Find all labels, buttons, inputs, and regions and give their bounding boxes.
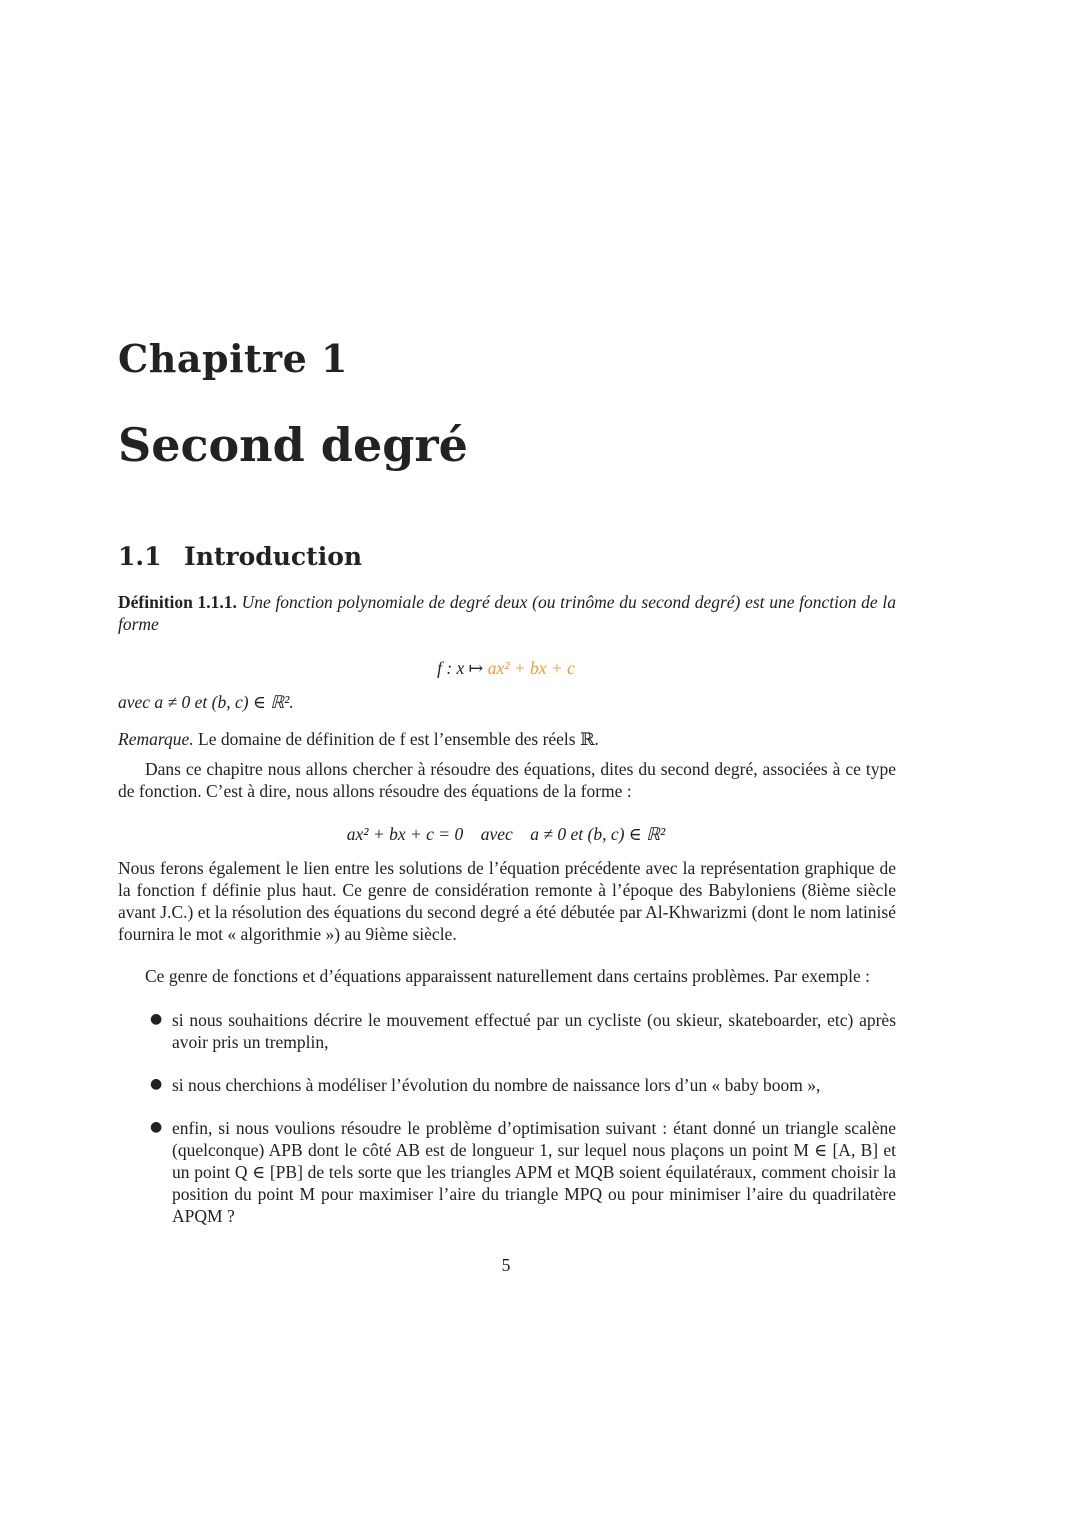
remark <box>118 728 896 750</box>
definition-head: Définition 1.1.1. <box>118 592 237 612</box>
definition-block <box>118 591 896 635</box>
section-title: Introduction <box>184 542 363 571</box>
equation: ax² + bx + c = 0 avec a ≠ 0 et (b, c) ∈ ℝ² <box>346 824 666 844</box>
section-heading <box>118 542 362 571</box>
page-number: 5 <box>501 1255 511 1275</box>
chapter-label: Chapitre 1 <box>118 336 348 381</box>
section-number: 1.1 <box>118 542 162 571</box>
paragraph-3: Ce genre de fonctions et d’équations apparaissent naturellement dans certains problèmes. Par exemple : <box>145 966 871 986</box>
bullet-dot: ● <box>150 1076 163 1092</box>
definition-text: Une fonction polynomiale de degré deux (ou trinôme du second degré) est une fonction de la forme <box>118 592 896 634</box>
definition-formula <box>0 657 1012 679</box>
formula-left: f : x ↦ <box>437 658 488 678</box>
definition-condition: avec a ≠ 0 et (b, c) ∈ ℝ². <box>118 692 294 712</box>
bullet-dot: ● <box>150 1119 163 1135</box>
remark-text: Le domaine de définition de f est l’ensemble des réels ℝ. <box>198 729 599 749</box>
remark-head: Remarque. <box>118 729 194 749</box>
paragraph-2: Nous ferons également le lien entre les solutions de l’équation précédente avec la représentation graphique de la fonction f définie plus haut. Ce genre de considération remonte à l’époque des Babyloniens (8ième siècle avant J.C.) et la résolution des équations du second degré a été débutée par Al-Khwarizmi (dont le nom latinisé fournira le mot « algorithmie ») au 9ième siècle. <box>118 858 896 944</box>
bullet-dot: ● <box>150 1011 163 1027</box>
list-item: si nous cherchions à modéliser l’évolution du nombre de naissance lors d’un « baby boom », <box>172 1075 821 1095</box>
list-item: si nous souhaitions décrire le mouvement effectué par un cycliste (ou skieur, skateboarder, etc) après avoir pris un tremplin, <box>172 1010 896 1052</box>
formula-colored: ax² + bx + c <box>487 658 575 678</box>
list-item: enfin, si nous voulions résoudre le problème d’optimisation suivant : étant donné un triangle scalène (quelconque) APB dont le côté AB est de longueur 1, sur lequel nous plaçons un point M ∈ [A, B] et un point Q ∈ [PB] de tels sorte que les triangles APM et MQB soient équilatéraux, comment choisir la position du point M pour maximiser l’aire du triangle MPQ ou pour minimiser l’aire du quadrilatère APQM ? <box>172 1118 896 1226</box>
chapter-title: Second degré <box>118 418 468 472</box>
paragraph-1: Dans ce chapitre nous allons chercher à résoudre des équations, dites du second degré, associées à ce type de fonction. C’est à dire, nous allons résoudre des équations de la forme : <box>118 759 896 801</box>
